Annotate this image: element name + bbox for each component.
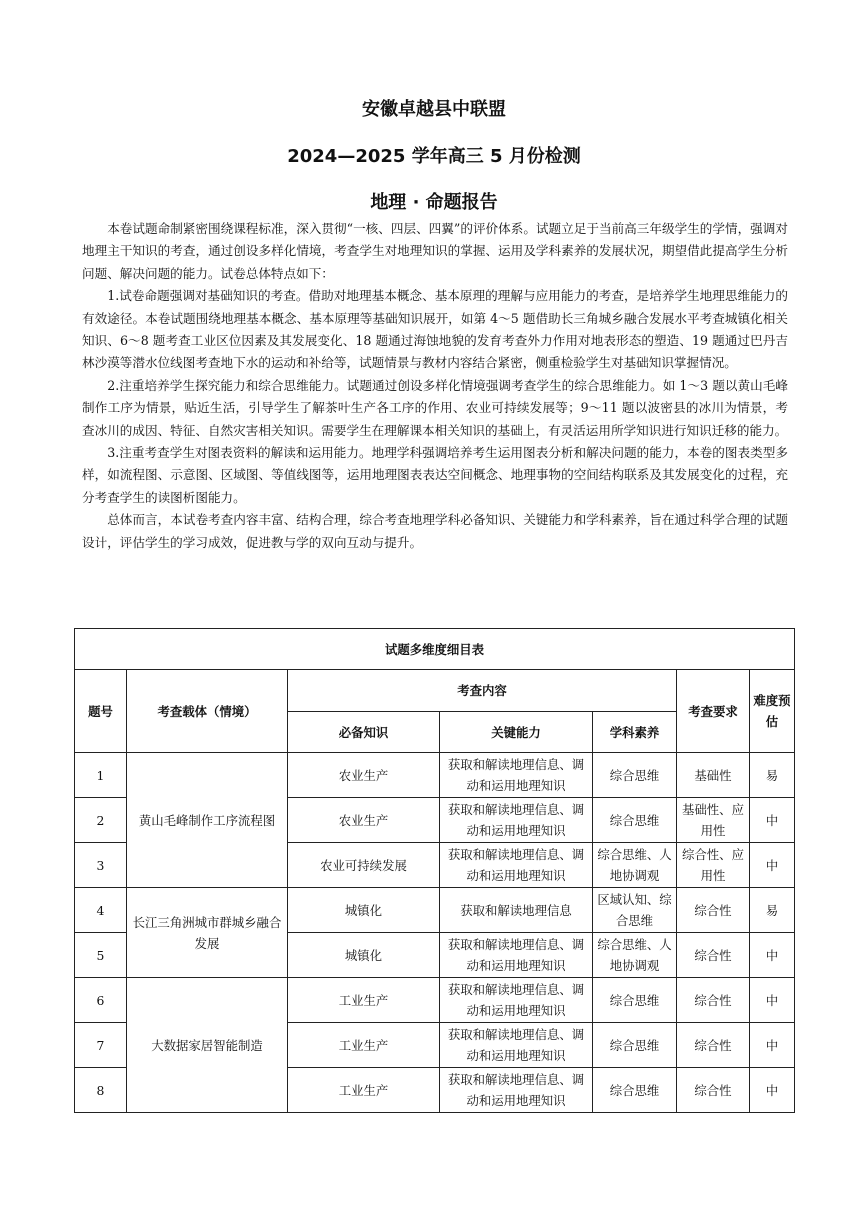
- feature-paragraph-2: 2.注重培养学生探究能力和综合思维能力。试题通过创设多样化情境强调考查学生的综合思维能力。如 1～3 题以黄山毛峰制作工序为情景，贴近生活，引导学生了解茶叶生产各工序的作用、农业可持续发展等；9～11 题以波密县的冰川为情景，考查冰川的成因、特征、自然灾害相关知识。需要学生在理解课本相关知识的基础上，有灵活运用所学知识进行知识迁移的能力。: [82, 377, 788, 438]
- report-body: [82, 218, 788, 554]
- cell-knowledge: 工业生产: [288, 1023, 440, 1068]
- cell-difficulty: 中: [750, 798, 795, 843]
- cell-ability: 获取和解读地理信息、调动和运用地理知识: [440, 978, 593, 1023]
- header-requirement: 考查要求: [677, 670, 750, 753]
- cell-ability: 获取和解读地理信息、调动和运用地理知识: [440, 933, 593, 978]
- cell-number: 3: [75, 843, 127, 888]
- header-literacy: 学科素养: [593, 712, 677, 753]
- cell-ability: 获取和解读地理信息: [440, 888, 593, 933]
- cell-knowledge: 工业生产: [288, 978, 440, 1023]
- cell-literacy: 综合思维、人地协调观: [593, 843, 677, 888]
- header-carrier: 考查载体（情境）: [127, 670, 288, 753]
- cell-carrier-group: 大数据家居智能制造: [127, 978, 288, 1113]
- cell-difficulty: 中: [750, 933, 795, 978]
- cell-literacy: 综合思维: [593, 1068, 677, 1113]
- summary-paragraph: 总体而言，本试卷考查内容丰富、结构合理，综合考查地理学科必备知识、关键能力和学科素养，旨在通过科学合理的试题设计，评估学生的学习成效，促进教与学的双向互动与提升。: [82, 512, 788, 550]
- table-row: [75, 753, 795, 798]
- question-detail-table: [74, 628, 795, 1113]
- cell-carrier-group: 长江三角洲城市群城乡融合发展: [127, 888, 288, 978]
- header-difficulty: 难度预估: [750, 670, 795, 753]
- cell-knowledge: 工业生产: [288, 1068, 440, 1113]
- feature-paragraph-1: 1.试卷命题强调对基础知识的考查。借助对地理基本概念、基本原理的理解与应用能力的考查，是培养学生地理思维能力的有效途径。本卷试题围绕地理基本概念、基本原理等基础知识展开，如第 4～5 题借助长三角城乡融合发展水平考查城镇化相关知识、6～8 题考查工业区位因素及其发展变化、18 题通过海蚀地貌的发育考查外力作用对地表形态的塑造、19 题通过巴丹吉林沙漠等潜水位线图考查地下水的运动和补给等，试题情景与教材内容结合紧密，侧重检验学生对基础知识掌握情况。: [82, 288, 788, 371]
- cell-number: 1: [75, 753, 127, 798]
- cell-requirement: 综合性: [677, 1068, 750, 1113]
- cell-difficulty: 中: [750, 1068, 795, 1113]
- table-caption: 试题多维度细目表: [75, 629, 795, 670]
- cell-difficulty: 中: [750, 1023, 795, 1068]
- cell-difficulty: 中: [750, 843, 795, 888]
- feature-paragraph-3: 3.注重考查学生对图表资料的解读和运用能力。地理学科强调培养考生运用图表分析和解决问题的能力，本卷的图表类型多样，如流程图、示意图、区域图、等值线图等，运用地理图表表达空间概念、地理事物的空间结构联系及其发展变化的过程，充分考查学生的读图析图能力。: [82, 445, 788, 505]
- header-ability: 关键能力: [440, 712, 593, 753]
- cell-ability: 获取和解读地理信息、调动和运用地理知识: [440, 1023, 593, 1068]
- cell-knowledge: 农业可持续发展: [288, 843, 440, 888]
- cell-requirement: 综合性: [677, 933, 750, 978]
- cell-ability: 获取和解读地理信息、调动和运用地理知识: [440, 798, 593, 843]
- header-question-number: 题号: [75, 670, 127, 753]
- cell-difficulty: 中: [750, 978, 795, 1023]
- intro-paragraph: 本卷试题命制紧密围绕课程标准，深入贯彻“一核、四层、四翼”的评价体系。试题立足于当前高三年级学生的学情，强调对地理主干知识的考查，通过创设多样化情境，考查学生对地理知识的掌握、运用及学科素养的发展状况，期望借此提高学生分析问题、解决问题的能力。试卷总体特点如下：: [82, 221, 788, 281]
- cell-literacy: 综合思维: [593, 798, 677, 843]
- document-title-report: 地理 · 命题报告: [370, 192, 498, 213]
- cell-ability: 获取和解读地理信息、调动和运用地理知识: [440, 753, 593, 798]
- cell-requirement: 综合性: [677, 978, 750, 1023]
- header-knowledge: 必备知识: [288, 712, 440, 753]
- cell-literacy: 综合思维: [593, 1023, 677, 1068]
- cell-literacy: 综合思维: [593, 978, 677, 1023]
- cell-number: 5: [75, 933, 127, 978]
- table-row: [75, 978, 795, 1023]
- cell-knowledge: 城镇化: [288, 888, 440, 933]
- cell-difficulty: 易: [750, 753, 795, 798]
- cell-requirement: 综合性: [677, 1023, 750, 1068]
- cell-ability: 获取和解读地理信息、调动和运用地理知识: [440, 843, 593, 888]
- cell-number: 8: [75, 1068, 127, 1113]
- cell-ability: 获取和解读地理信息、调动和运用地理知识: [440, 1068, 593, 1113]
- cell-number: 7: [75, 1023, 127, 1068]
- document-title-exam: 2024—2025 学年高三 5 月份检测: [287, 146, 581, 167]
- cell-literacy: 区域认知、综合思维: [593, 888, 677, 933]
- cell-requirement: 综合性、应用性: [677, 843, 750, 888]
- cell-number: 4: [75, 888, 127, 933]
- cell-number: 6: [75, 978, 127, 1023]
- header-content: 考查内容: [288, 670, 677, 712]
- cell-knowledge: 农业生产: [288, 753, 440, 798]
- cell-knowledge: 农业生产: [288, 798, 440, 843]
- cell-knowledge: 城镇化: [288, 933, 440, 978]
- cell-requirement: 基础性: [677, 753, 750, 798]
- cell-literacy: 综合思维、人地协调观: [593, 933, 677, 978]
- cell-carrier-group: 黄山毛峰制作工序流程图: [127, 753, 288, 888]
- cell-requirement: 基础性、应用性: [677, 798, 750, 843]
- table-row: [75, 888, 795, 933]
- cell-requirement: 综合性: [677, 888, 750, 933]
- cell-difficulty: 易: [750, 888, 795, 933]
- document-title-organization: 安徽卓越县中联盟: [362, 99, 506, 120]
- cell-literacy: 综合思维: [593, 753, 677, 798]
- cell-number: 2: [75, 798, 127, 843]
